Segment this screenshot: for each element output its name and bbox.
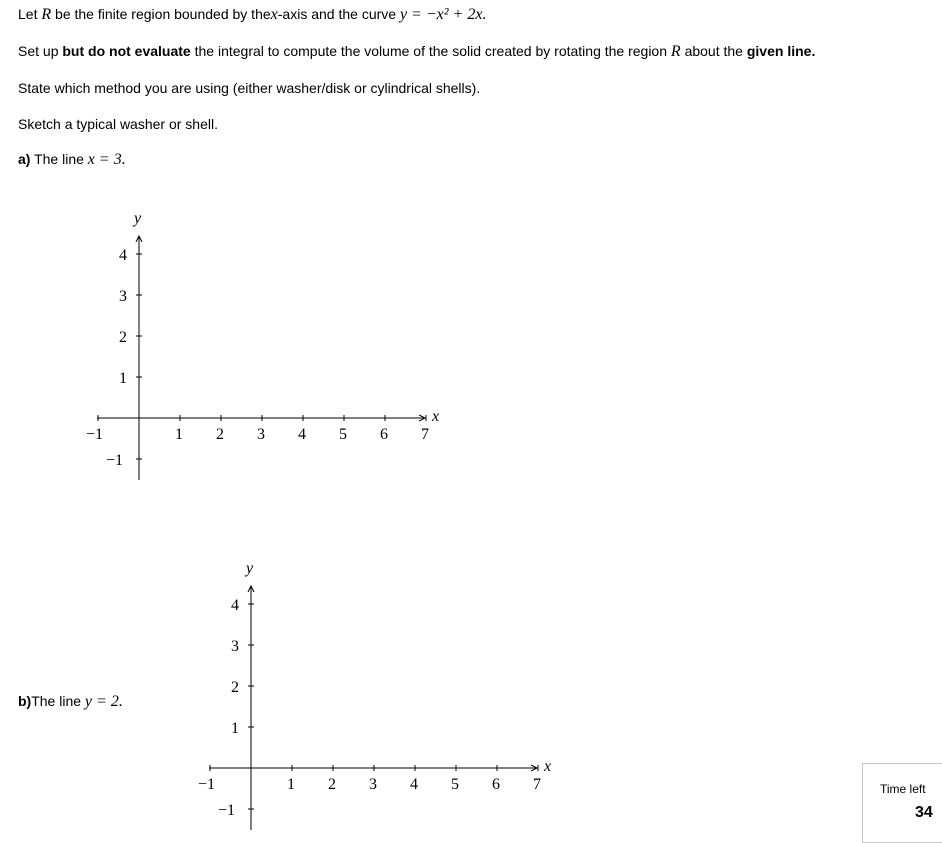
graph-a — [80, 205, 460, 485]
time-left-label: Time left — [880, 782, 926, 796]
y-tick-1: 1 — [119, 370, 127, 387]
method-instruction: State which method you are using (either washer/disk or cylindrical shells). — [18, 80, 481, 96]
time-left-panel[interactable] — [862, 763, 942, 843]
y-tick-neg1: −1 — [218, 802, 236, 819]
graph-b — [192, 555, 572, 835]
y-tick-2: 2 — [231, 679, 239, 696]
y-tick-3: 3 — [119, 288, 127, 305]
x-tick-6: 6 — [380, 426, 388, 443]
x-tick-2: 2 — [328, 776, 336, 793]
x-tick-5: 5 — [339, 426, 347, 443]
x-tick-4: 4 — [410, 776, 418, 793]
x-axis-label: x — [544, 758, 552, 775]
x-tick-2: 2 — [216, 426, 224, 443]
time-left-value: 34 — [915, 804, 933, 821]
x-tick-1: 1 — [175, 426, 183, 443]
x-tick-7: 7 — [533, 776, 541, 793]
y-axis-label: y — [246, 560, 254, 577]
x-axis-label: x — [432, 408, 440, 425]
x-tick-3: 3 — [369, 776, 377, 793]
y-tick-4: 4 — [119, 247, 127, 264]
y-tick-3: 3 — [231, 638, 239, 655]
y-tick-2: 2 — [119, 329, 127, 346]
problem-statement: Let R be the finite region bounded by thex-axis and the curve y = −x² + 2x. — [18, 6, 487, 23]
y-tick-neg1: −1 — [106, 452, 124, 469]
curve-equation: y = −x² + 2x. — [399, 6, 487, 23]
x-tick-neg1: −1 — [86, 426, 104, 443]
x-tick-1: 1 — [287, 776, 295, 793]
x-tick-4: 4 — [298, 426, 306, 443]
x-tick-5: 5 — [451, 776, 459, 793]
y-axis-label: y — [134, 210, 142, 227]
x-tick-neg1: −1 — [198, 776, 216, 793]
x-tick-6: 6 — [492, 776, 500, 793]
part-b-label: b)The line y = 2. — [18, 693, 123, 710]
part-a-label: a) The line x = 3. — [18, 151, 126, 168]
y-tick-1: 1 — [231, 720, 239, 737]
y-tick-4: 4 — [231, 597, 239, 614]
x-tick-7: 7 — [421, 426, 429, 443]
sketch-instruction: Sketch a typical washer or shell. — [18, 116, 218, 132]
instructions: Set up but do not evaluate the integral to compute the volume of the solid created by rotating the region R about the given line. — [18, 43, 816, 60]
x-tick-3: 3 — [257, 426, 265, 443]
